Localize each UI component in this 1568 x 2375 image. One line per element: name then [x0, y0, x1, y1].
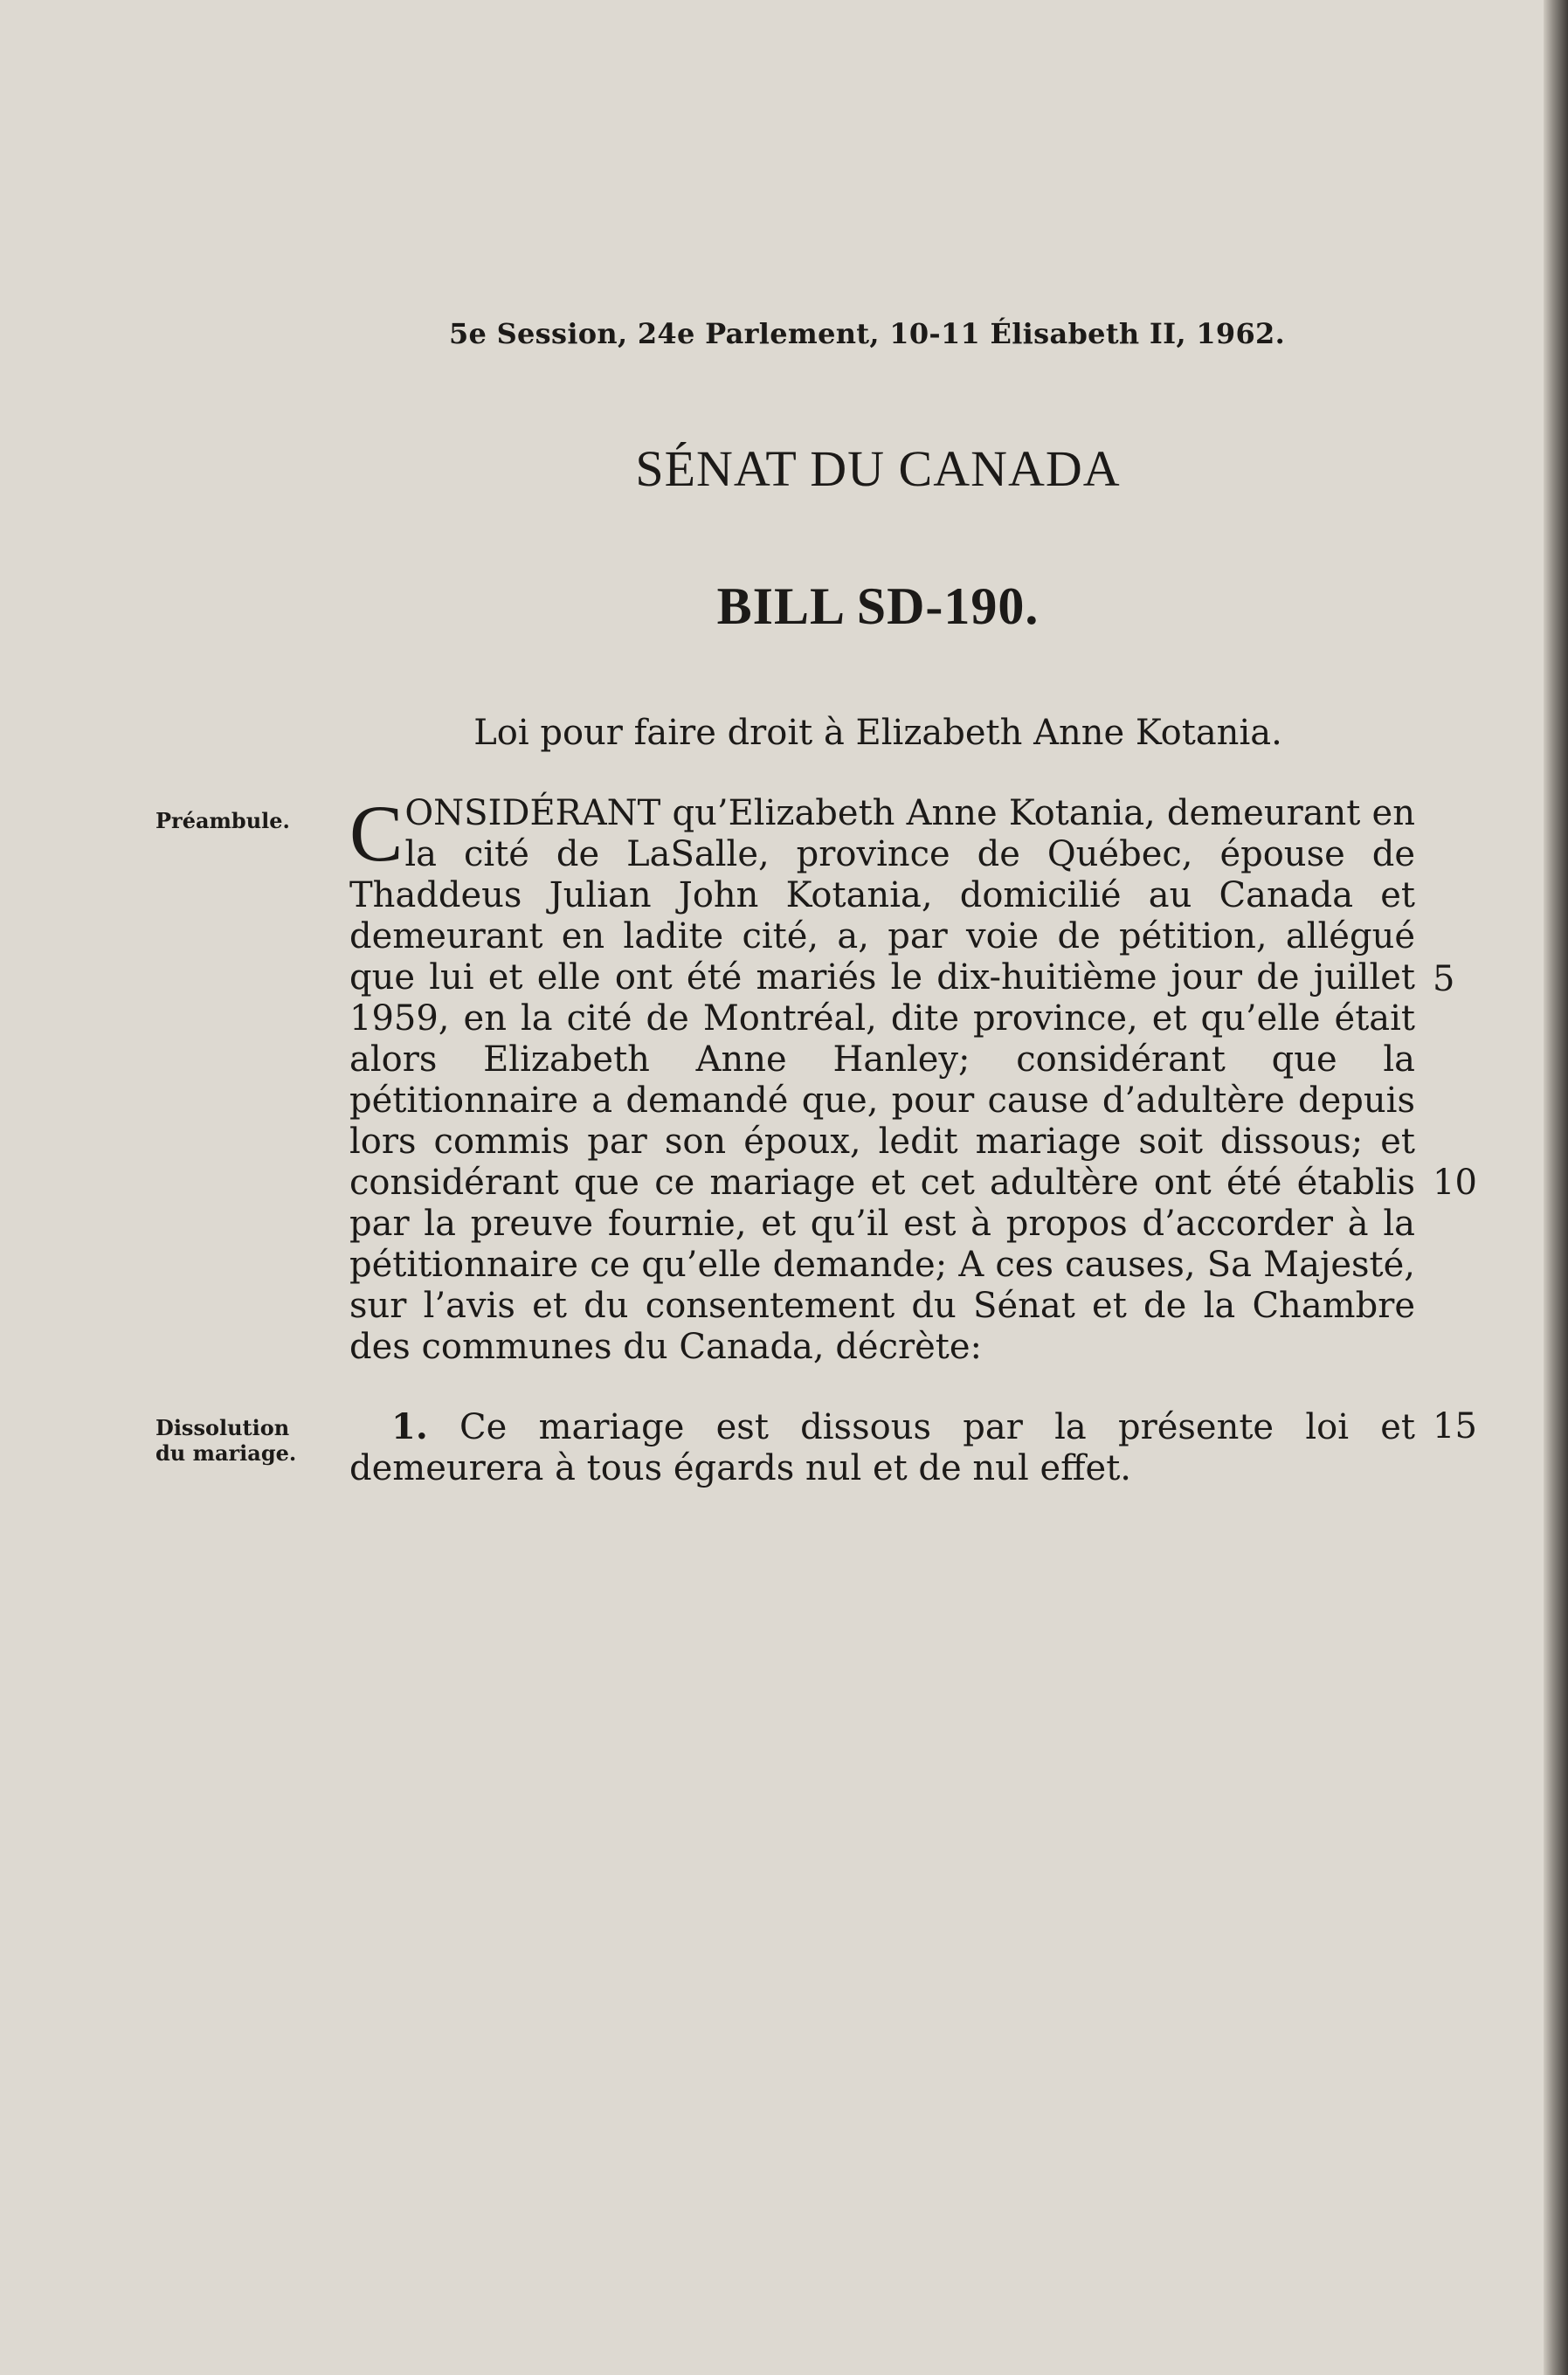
preamble-paragraph	[349, 789, 1415, 1368]
session-header: 5e Session, 24e Parlement, 10-11 Élisabeth II, 1962.	[448, 317, 1286, 350]
chamber-title: SÉNAT DU CANADA	[635, 440, 1121, 497]
bill-number: BILL SD-190.	[716, 577, 1040, 635]
line-number-15: 15	[1433, 1406, 1477, 1446]
line-number-10: 10	[1433, 1163, 1477, 1203]
section1-number: 1.	[391, 1406, 428, 1447]
section1-side-note	[155, 1415, 296, 1466]
section1-paragraph	[349, 1406, 1415, 1489]
section1-text: Ce mariage est dissous par la présente loi et demeurera à tous égards nul et de nul effet.	[349, 1407, 1415, 1488]
preamble-text: ONSIDÉRANT qu’Elizabeth Anne Kotania, demeurant en la cité de LaSalle, province de Québec, épouse de Thaddeus Julian John Kotania, domicilié au Canada et demeurant en ladite cité, a, par voie de pétition, allégué que lui et elle ont été mariés le dix-huitième jour de juillet 1959, en la cité de Montréal, dite province, et qu’elle était alors Elizabeth Anne Hanley; considérant que la pétitionnaire a demandé que, pour cause d’adultère depuis lors commis par son époux, ledit mariage soit dissous; et considérant que ce mariage et cet adultère ont été établis par la preuve fournie, et qu’il est à propos d’accorder à la pétitionnaire ce qu’elle demande; A ces causes, Sa Majesté, sur l’avis et du consentement du Sénat et de la Chambre des communes du Canada, décrète:	[349, 793, 1415, 1367]
bill-title: Loi pour faire droit à Elizabeth Anne Kotania.	[473, 713, 1282, 753]
drop-cap: C	[349, 789, 404, 878]
preamble-side-note: Préambule.	[155, 808, 290, 833]
line-number-5: 5	[1433, 959, 1455, 999]
section1-side-note-line1: Dissolution	[155, 1415, 290, 1440]
page-edge-shadow	[1544, 0, 1568, 2375]
section1-side-note-line2: du mariage.	[155, 1440, 297, 1466]
